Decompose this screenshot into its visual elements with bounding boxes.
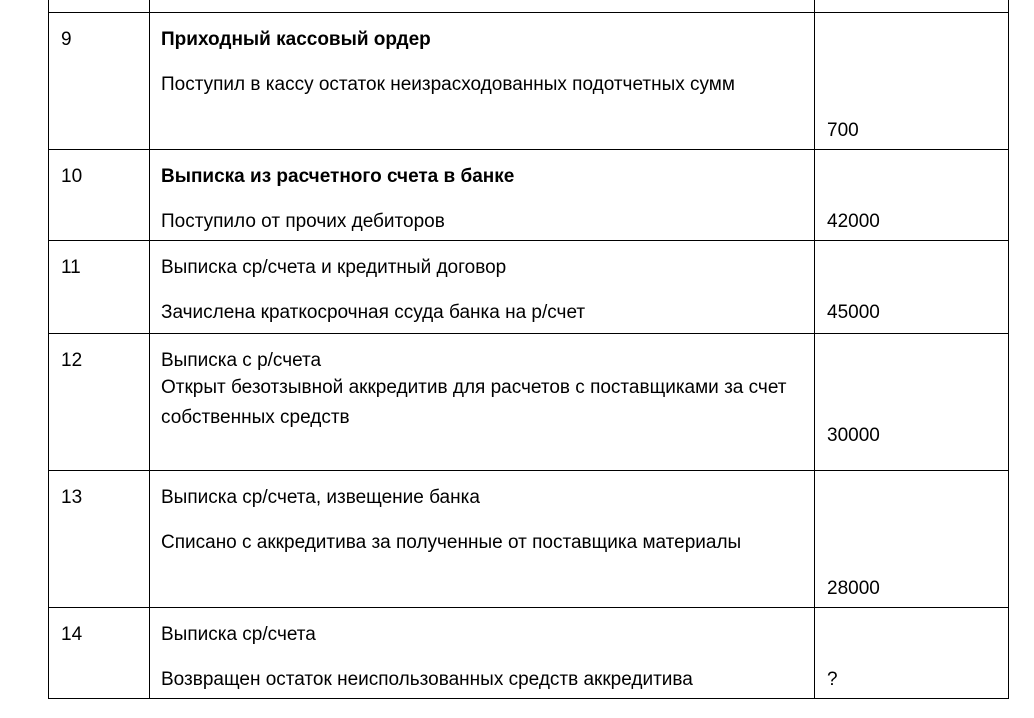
amount-value: 42000 — [827, 210, 880, 232]
row-number: 13 — [61, 486, 83, 508]
remnant-cell — [150, 0, 815, 12]
row-number: 9 — [61, 28, 72, 50]
row-number-cell — [49, 470, 150, 607]
amount-cell — [815, 240, 1009, 333]
operation-text: Списано с аккредитива за полученные от поставщика материалы — [161, 531, 742, 553]
row-number: 12 — [61, 349, 83, 371]
document-title: Выписка ср/счета и кредитный договор — [161, 256, 507, 278]
operation-text: Поступило от прочих дебиторов — [161, 210, 445, 232]
table-row — [49, 470, 1009, 607]
row-number-cell — [49, 240, 150, 333]
row-number: 10 — [61, 165, 83, 187]
table-row — [49, 149, 1009, 240]
description-cell — [150, 470, 815, 607]
description-cell — [150, 333, 815, 470]
operation-text: Зачислена краткосрочная ссуда банка на р/счет — [161, 301, 586, 323]
amount-value: 30000 — [827, 424, 880, 446]
operation-text: Открыт безотзывной аккредитив для расчетов с поставщиками за счет собственных средств — [161, 376, 787, 428]
amount-cell — [815, 470, 1009, 607]
amount-value: 28000 — [827, 577, 880, 599]
row-number-cell — [49, 12, 150, 149]
document-title: Выписка с р/счета — [161, 349, 322, 371]
amount-cell — [815, 12, 1009, 149]
row-number: 14 — [61, 623, 83, 645]
amount-cell — [815, 607, 1009, 698]
description-cell — [150, 149, 815, 240]
table-row — [49, 240, 1009, 333]
row-number-cell — [49, 333, 150, 470]
document-title: Выписка ср/счета, извещение банка — [161, 486, 480, 508]
operation-text: Поступил в кассу остаток неизрасходованных подотчетных сумм — [161, 73, 735, 95]
document-title: Выписка из расчетного счета в банке — [161, 165, 515, 187]
amount-cell — [815, 333, 1009, 470]
description-cell — [150, 607, 815, 698]
amount-cell — [815, 149, 1009, 240]
row-number-cell — [49, 149, 150, 240]
amount-value: ? — [827, 668, 838, 690]
description-cell — [150, 240, 815, 333]
description-cell — [150, 12, 815, 149]
operations-table — [48, 0, 1009, 699]
remnant-cell — [815, 0, 1009, 12]
remnant-cell — [49, 0, 150, 12]
document-title: Выписка ср/счета — [161, 623, 316, 645]
operation-text: Возвращен остаток неиспользованных средств аккредитива — [161, 668, 693, 690]
amount-value: 45000 — [827, 301, 880, 323]
document-title: Приходный кассовый ордер — [161, 28, 431, 50]
row-number-cell — [49, 607, 150, 698]
table-row — [49, 607, 1009, 698]
amount-value: 700 — [827, 119, 859, 141]
table-row — [49, 333, 1009, 470]
top-row-remnant — [49, 0, 1009, 12]
row-number: 11 — [61, 256, 81, 278]
table-row — [49, 12, 1009, 149]
